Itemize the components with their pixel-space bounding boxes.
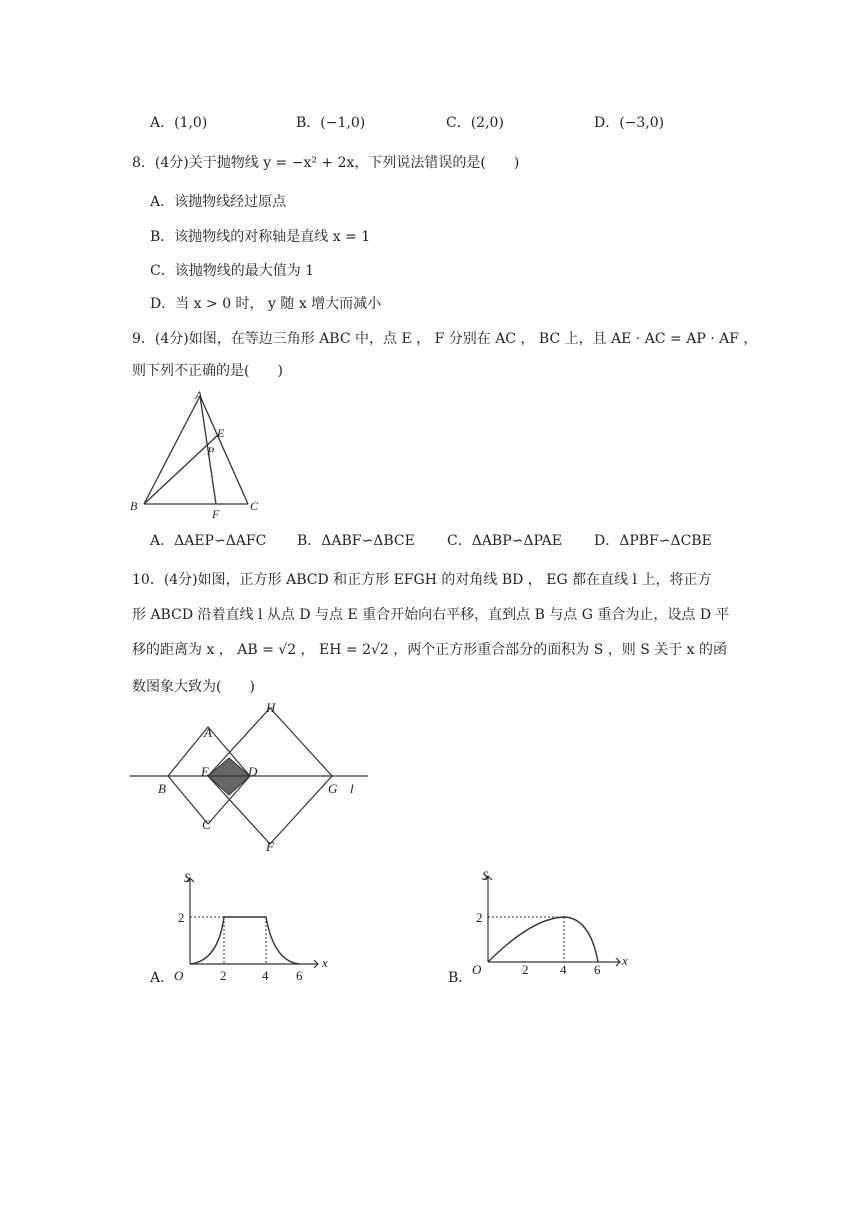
q10-label-g: G: [328, 781, 338, 796]
q9-option-b: B．ΔABF∽ΔBCE: [297, 533, 415, 549]
q10-label-f: F: [266, 839, 274, 854]
graph-b-x-tick-2: 2: [522, 962, 529, 977]
graph-b-y-tick: 2: [476, 910, 483, 925]
q9-label-f: F: [212, 507, 220, 521]
graph-a-x-axis-label: x: [322, 955, 328, 970]
graph-b-y-axis-label: S: [482, 868, 489, 883]
q8-option-c: C．该抛物线的最大值为 1: [150, 263, 315, 279]
q9-triangle-figure: [128, 388, 278, 521]
q10-option-b-label: B．: [448, 970, 473, 986]
q10-label-b: B: [158, 781, 166, 796]
graph-a-origin-label: O: [174, 968, 184, 983]
q10-graph-b: [466, 864, 636, 984]
q10-label-e: E: [201, 764, 209, 779]
graph-b-origin-label: O: [472, 962, 482, 977]
q9-label-c: C: [250, 499, 259, 513]
q10-stem-line1: 10．(4分)如图，正方形 ABCD 和正方形 EFGH 的对角线 BD ， EG 都在直线 l 上，将正方: [132, 572, 712, 588]
q9-label-p: P: [207, 444, 215, 458]
q8-option-b: B．该抛物线的对称轴是直线 x = 1: [150, 229, 371, 245]
q9-label-b: B: [130, 499, 138, 513]
graph-b-x-tick-4: 4: [560, 962, 567, 977]
graph-a-curve: [190, 917, 300, 964]
q10-label-h: H: [266, 700, 276, 715]
q10-graph-a: [168, 866, 338, 986]
q10-option-a-label: A．: [150, 970, 175, 986]
q7-option-b: B．(−1,0): [296, 115, 366, 131]
q7-option-d: D．(−3,0): [594, 115, 665, 131]
q9-option-a: A．ΔAEP∽ΔAFC: [150, 533, 267, 549]
q10-label-c: C: [202, 817, 211, 832]
q8-stem: 8．(4分)关于抛物线 y = −x² + 2x，下列说法错误的是( ): [132, 155, 520, 171]
graph-b-x-axis-label: x: [622, 953, 628, 968]
q8-option-a: A．该抛物线经过原点: [150, 194, 287, 210]
q9-label-a: A: [195, 388, 203, 402]
graph-b-x-tick-6: 6: [594, 962, 601, 977]
q10-label-d: D: [248, 764, 258, 779]
q10-squares-figure: [128, 698, 378, 858]
q9-stem-line1: 9．(4分)如图，在等边三角形 ABC 中，点 E ， F 分别在 AC ， BC 上，且 AE · AC = AP · AF ，: [132, 331, 758, 347]
q7-option-a: A．(1,0): [150, 115, 208, 131]
q9-option-d: D．ΔPBF∽ΔCBE: [594, 533, 712, 549]
graph-a-x-tick-6: 6: [296, 968, 303, 983]
q9-stem-line2: 则下列不正确的是( ): [132, 363, 283, 379]
q10-label-l: l: [350, 781, 354, 796]
graph-a-y-axis-label: S: [184, 870, 191, 885]
graph-a-x-tick-4: 4: [262, 968, 269, 983]
q10-label-a: A: [204, 725, 212, 740]
q9-option-c: C．ΔABP∽ΔPAE: [447, 533, 562, 549]
graph-b-curve: [488, 917, 598, 962]
graph-a-x-tick-2: 2: [220, 968, 227, 983]
q10-stem-line4: 数图象大致为( ): [132, 679, 255, 695]
q8-option-d: D．当 x > 0 时， y 随 x 增大而减小: [150, 296, 382, 312]
q7-option-c: C．(2,0): [446, 115, 504, 131]
q9-label-e: E: [217, 426, 225, 440]
q10-stem-line2: 形 ABCD 沿着直线 l 从点 D 与点 E 重合开始向右平移，直到点 B 与点 G 重合为止，设点 D 平: [132, 607, 730, 623]
q10-stem-line3: 移的距离为 x ， AB = √2 ， EH = 2√2 ，两个正方形重合部分的面积为 S ，则 S 关于 x 的函: [132, 642, 728, 658]
graph-a-y-tick: 2: [178, 910, 185, 925]
